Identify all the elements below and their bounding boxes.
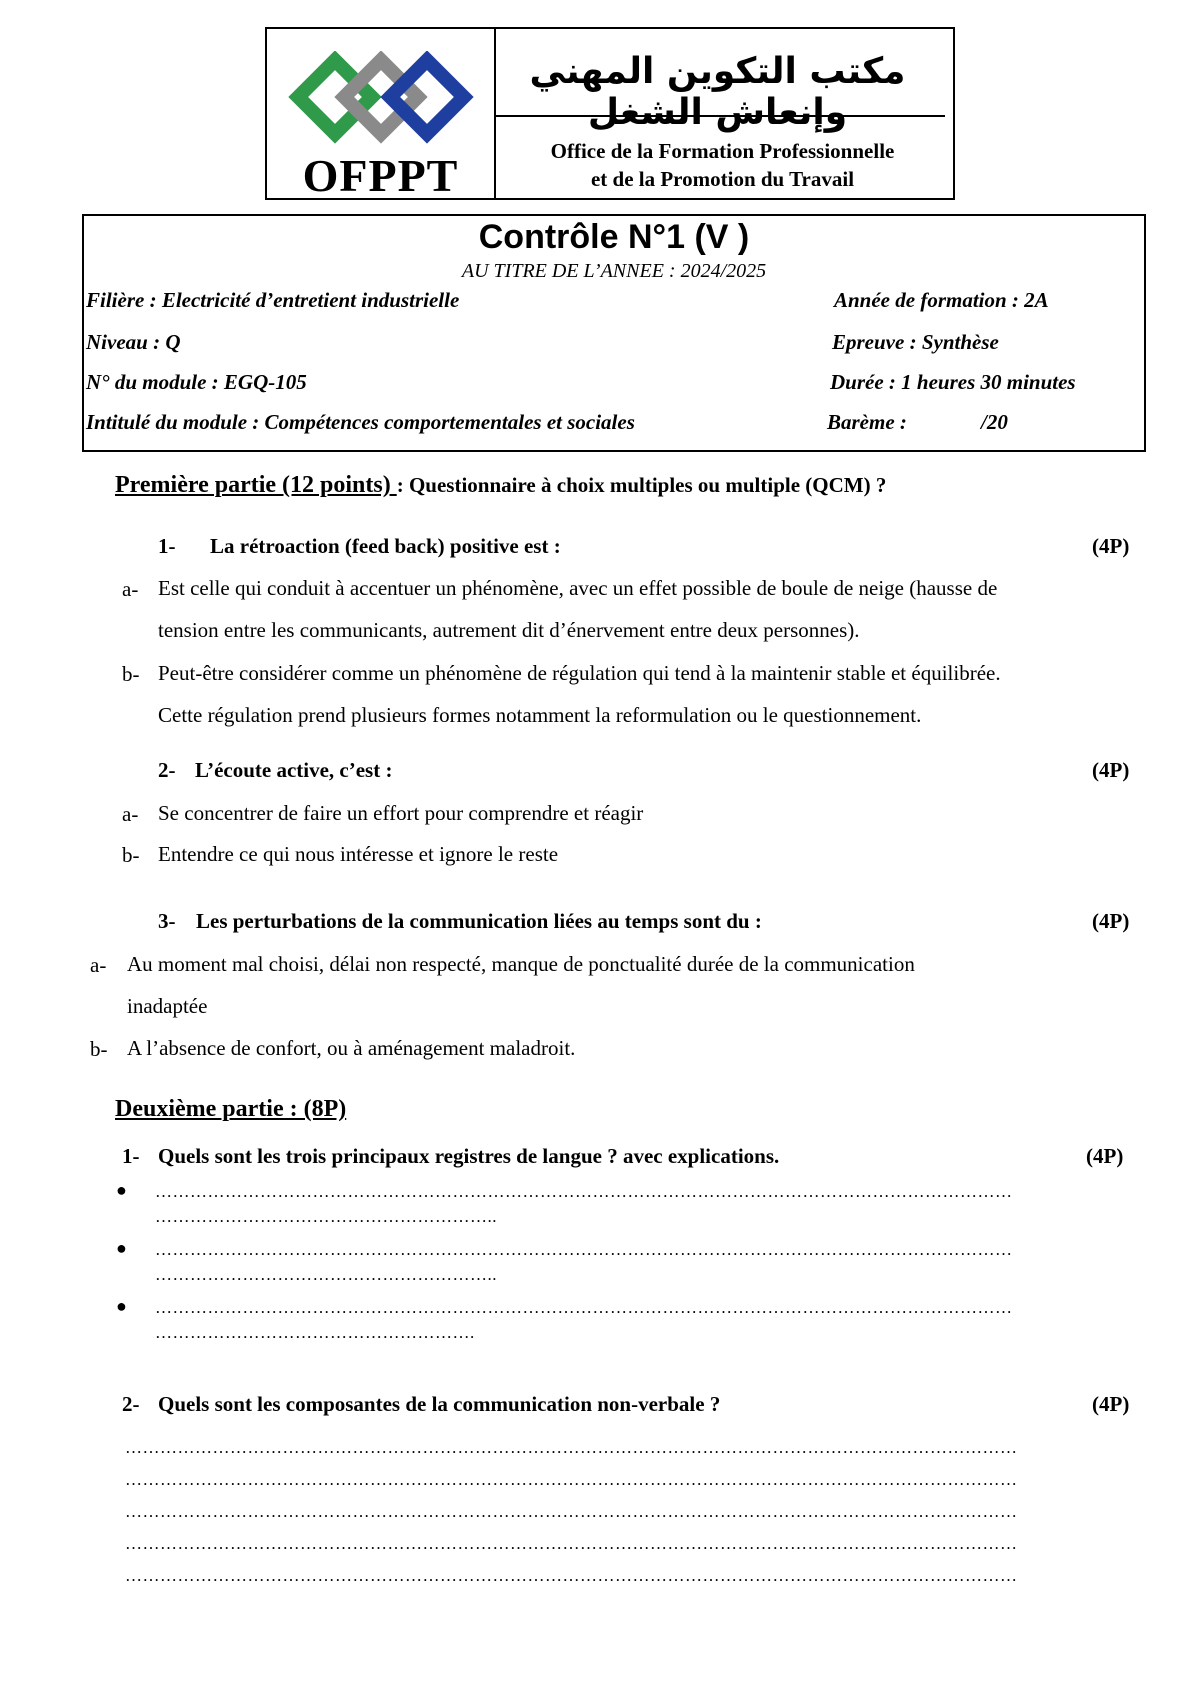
q1-option-a-line2: tension entre les communicants, autrement dit d’énervement entre deux personnes). — [158, 618, 860, 642]
answer-line[interactable]: ………………………………………………………………………………………………………………………………… — [155, 1298, 1013, 1317]
q3-points: (4P) — [1092, 909, 1130, 933]
answer-line[interactable]: ………………………………………………………………………………………………………………………………… — [155, 1182, 1013, 1201]
q2-option-b-mark: b- — [122, 843, 140, 867]
academic-year: AU TITRE DE L’ANNEE : 2024/2025 — [461, 260, 767, 282]
q2-option-b: Entendre ce qui nous intéresse et ignore le reste — [158, 842, 559, 866]
header-divider-vertical — [494, 29, 496, 198]
module-title: Intitulé du module : Compétences comportementales et sociales — [86, 410, 635, 434]
q2-option-a: Se concentrer de faire un effort pour comprendre et réagir — [158, 801, 644, 825]
module-number: N° du module : EGQ-105 — [86, 370, 307, 394]
q3-option-a-mark: a- — [90, 953, 107, 977]
answer-line[interactable]: ………………………………………………………………………………………………………………………………… — [155, 1240, 1013, 1259]
answer-line[interactable]: ………………………………………………….. — [155, 1265, 497, 1284]
q3-text: Les perturbations de la communication liées au temps sont du : — [196, 909, 762, 933]
office-line-1: Office de la Formation Professionnelle — [550, 139, 895, 163]
q1-points: (4P) — [1092, 534, 1130, 558]
bareme-value: /20 — [981, 410, 1008, 434]
niveau: Niveau : Q — [86, 330, 181, 354]
answer-bullet: ● — [116, 1180, 127, 1200]
answer-bullet: ● — [116, 1296, 127, 1316]
q1-option-b — [158, 652, 1001, 736]
q3-option-a — [127, 943, 915, 1027]
part1-title: Première partie (12 points) — [115, 472, 397, 498]
q3-option-a-line1: Au moment mal choisi, délai non respecté, manque de ponctualité durée de la communication — [127, 952, 915, 976]
answer-line[interactable]: ………………………………………………….. — [155, 1207, 497, 1226]
ofppt-logo-icon — [287, 51, 477, 146]
p2-q1-points: (4P) — [1086, 1144, 1124, 1168]
p2-q2-points: (4P) — [1092, 1392, 1130, 1416]
q3-option-b-mark: b- — [90, 1037, 108, 1061]
answer-line[interactable]: ……………………………………………………………………………………………………………………………………… — [125, 1502, 1018, 1521]
q2-points: (4P) — [1092, 758, 1130, 782]
p2-q1-text: Quels sont les trois principaux registres de langue ? avec explications. — [158, 1144, 780, 1168]
office-name — [502, 137, 943, 193]
p2-q1-number: 1- — [122, 1144, 140, 1168]
q1-option-b-mark: b- — [122, 662, 140, 686]
answer-line[interactable]: ……………………………………………………………………………………………………………………………………… — [125, 1534, 1018, 1553]
duree: Durée : 1 heures 30 minutes — [830, 370, 1076, 394]
q1-option-a — [158, 567, 997, 651]
exam-info-box — [82, 214, 1146, 452]
header-box — [265, 27, 955, 200]
logo-text: OFPPT — [302, 150, 459, 201]
q1-option-b-line1: Peut-être considérer comme un phénomène de régulation qui tend à la maintenir stable et équilibrée. — [158, 661, 1001, 685]
annee-formation: Année de formation : 2A — [834, 288, 1049, 312]
q1-text: La rétroaction (feed back) positive est : — [210, 534, 561, 558]
q3-option-b: A l’absence de confort, ou à aménagement maladroit. — [127, 1036, 576, 1060]
q3-option-a-line2: inadaptée — [127, 994, 208, 1018]
answer-line[interactable]: ……………………………………………………………………………………………………………………………………… — [125, 1566, 1018, 1585]
q1-number: 1- — [158, 534, 176, 558]
q3-number: 3- — [158, 909, 176, 933]
q2-option-a-mark: a- — [122, 802, 139, 826]
p2-q2-text: Quels sont les composantes de la communication non-verbale ? — [158, 1392, 721, 1416]
q1-option-b-line2: Cette régulation prend plusieurs formes notamment la reformulation ou le questionnement. — [158, 703, 922, 727]
q2-number: 2- — [158, 758, 176, 782]
p2-q2-number: 2- — [122, 1392, 140, 1416]
part1-heading — [115, 472, 886, 499]
q1-option-a-line1: Est celle qui conduit à accentuer un phénomène, avec un effet possible de boule de neige (hausse de — [158, 576, 998, 600]
office-line-2: et de la Promotion du Travail — [590, 167, 855, 191]
answer-bullet: ● — [116, 1238, 127, 1258]
bareme-label: Barème : — [827, 410, 907, 434]
q1-option-a-mark: a- — [122, 577, 139, 601]
epreuve: Epreuve : Synthèse — [832, 330, 999, 354]
q2-text: L’écoute active, c’est : — [195, 758, 393, 782]
answer-line[interactable]: ……………………………………………………………………………………………………………………………………… — [125, 1438, 1018, 1457]
part2-title: Deuxième partie : (8P) — [115, 1096, 347, 1122]
answer-line[interactable]: ………………………………………………. — [155, 1323, 475, 1342]
filiere: Filière : Electricité d’entretient industrielle — [86, 288, 460, 312]
exam-title: Contrôle N°1 (V ) — [478, 218, 750, 256]
arabic-org-name: مكتب التكوين المهني وإنعاش الشغل — [529, 51, 906, 133]
answer-line[interactable]: ……………………………………………………………………………………………………………………………………… — [125, 1470, 1018, 1489]
part1-subtitle: : Questionnaire à choix multiples ou multiple (QCM) ? — [396, 473, 887, 497]
